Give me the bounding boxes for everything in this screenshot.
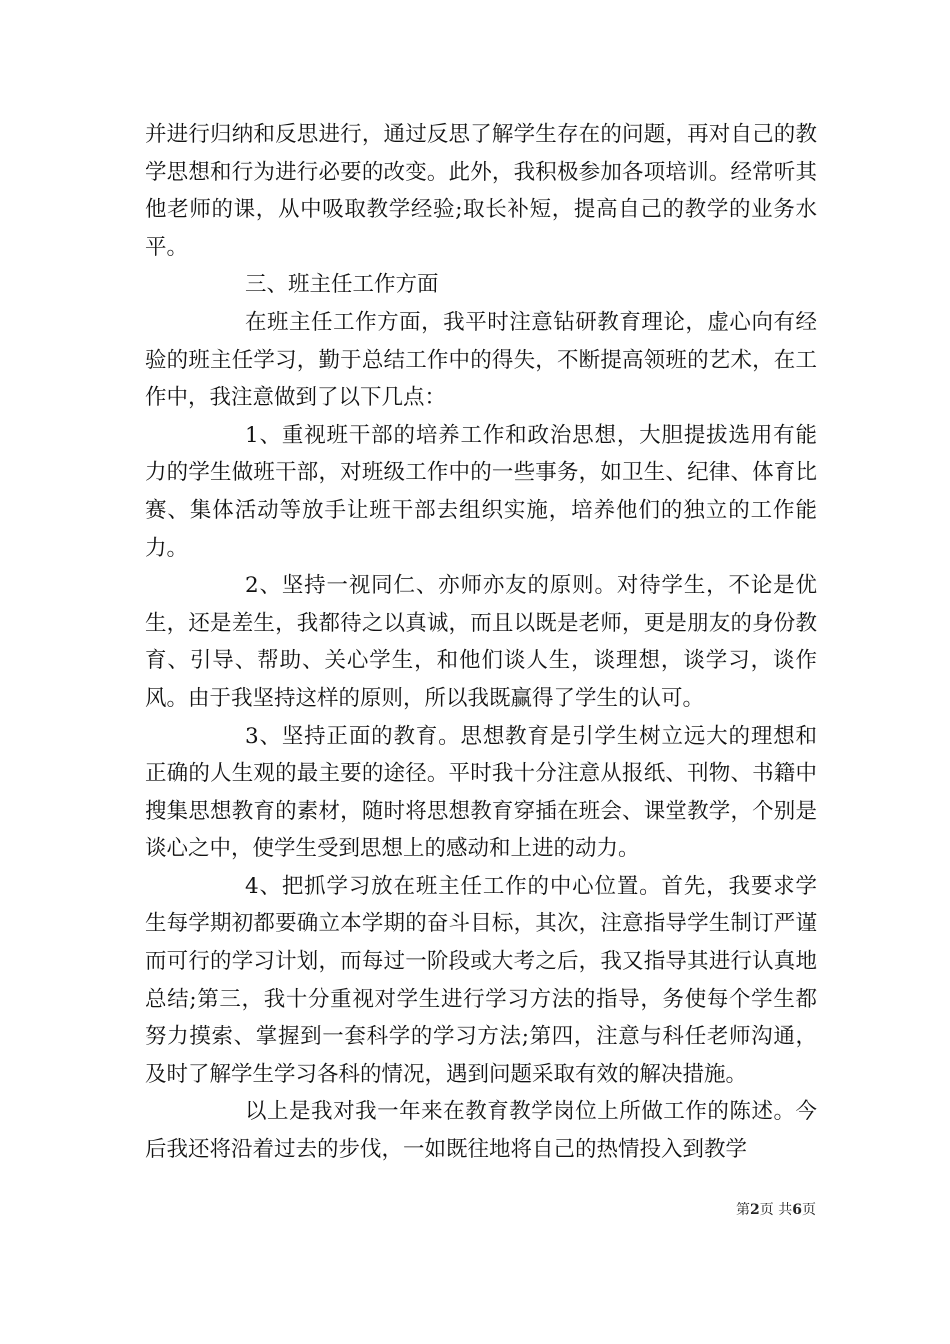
- footer-current-page: 2: [750, 1202, 760, 1218]
- paragraph-item-4: 4、把抓学习放在班主任工作的中心位置。首先，我要求学生每学期初都要确立本学期的奋斗目标，其次，注意指导学生制订严谨而可行的学习计划，而每过一阶段或大考之后，我又指导其进行认真地总结;第三，我十分重视对学生进行学习方法的指导，务使每个学生都努力摸索、掌握到一套科学的学习方法;第四，注意与科任老师沟通，及时了解学生学习各科的情况，遇到问题采取有效的解决措施。: [145, 873, 817, 1087]
- page-footer: [700, 1200, 816, 1220]
- footer-prefix: 第: [736, 1202, 751, 1218]
- footer-middle: 页 共: [759, 1202, 793, 1218]
- footer-total-pages: 6: [792, 1202, 802, 1218]
- paragraph-item-1: 1、重视班干部的培养工作和政治思想，大胆提拔选用有能力的学生做班干部，对班级工作中的一些事务，如卫生、纪律、体育比赛、集体活动等放手让班干部去组织实施，培养他们的独立的工作能力。: [145, 422, 817, 561]
- paragraph-item-2: 2、坚持一视同仁、亦师亦友的原则。对待学生，不论是优生，还是差生，我都待之以真诚，而且以既是老师，更是朋友的身份教育、引导、帮助、关心学生，和他们谈人生，谈理想，谈学习，谈作风。由于我坚持这样的原则，所以我既赢得了学生的认可。: [145, 573, 817, 711]
- footer-suffix: 页: [802, 1202, 816, 1218]
- paragraph-continuation: 并进行归纳和反思进行，通过反思了解学生存在的问题，再对自己的教学思想和行为进行必要的改变。此外，我积极参加各项培训。经常听其他老师的课，从中吸取教学经验;取长补短，提高自己的教学的业务水平。: [145, 122, 817, 260]
- document-body: [145, 116, 817, 1169]
- section-heading: 三、班主任工作方面: [245, 272, 439, 298]
- paragraph-conclusion: 以上是我对我一年来在教育教学岗位上所做工作的陈述。今后我还将沿着过去的步伐，一如既往地将自己的热情投入到教学: [145, 1099, 817, 1163]
- paragraph-intro: 在班主任工作方面，我平时注意钻研教育理论，虚心向有经验的班主任学习，勤于总结工作中的得失，不断提高领班的艺术，在工作中，我注意做到了以下几点：: [145, 309, 817, 411]
- paragraph-item-3: 3、坚持正面的教育。思想教育是引学生树立远大的理想和正确的人生观的最主要的途径。平时我十分注意从报纸、刊物、书籍中搜集思想教育的素材，随时将思想教育穿插在班会、课堂教学，个别是谈心之中，使学生受到思想上的感动和上进的动力。: [145, 723, 817, 862]
